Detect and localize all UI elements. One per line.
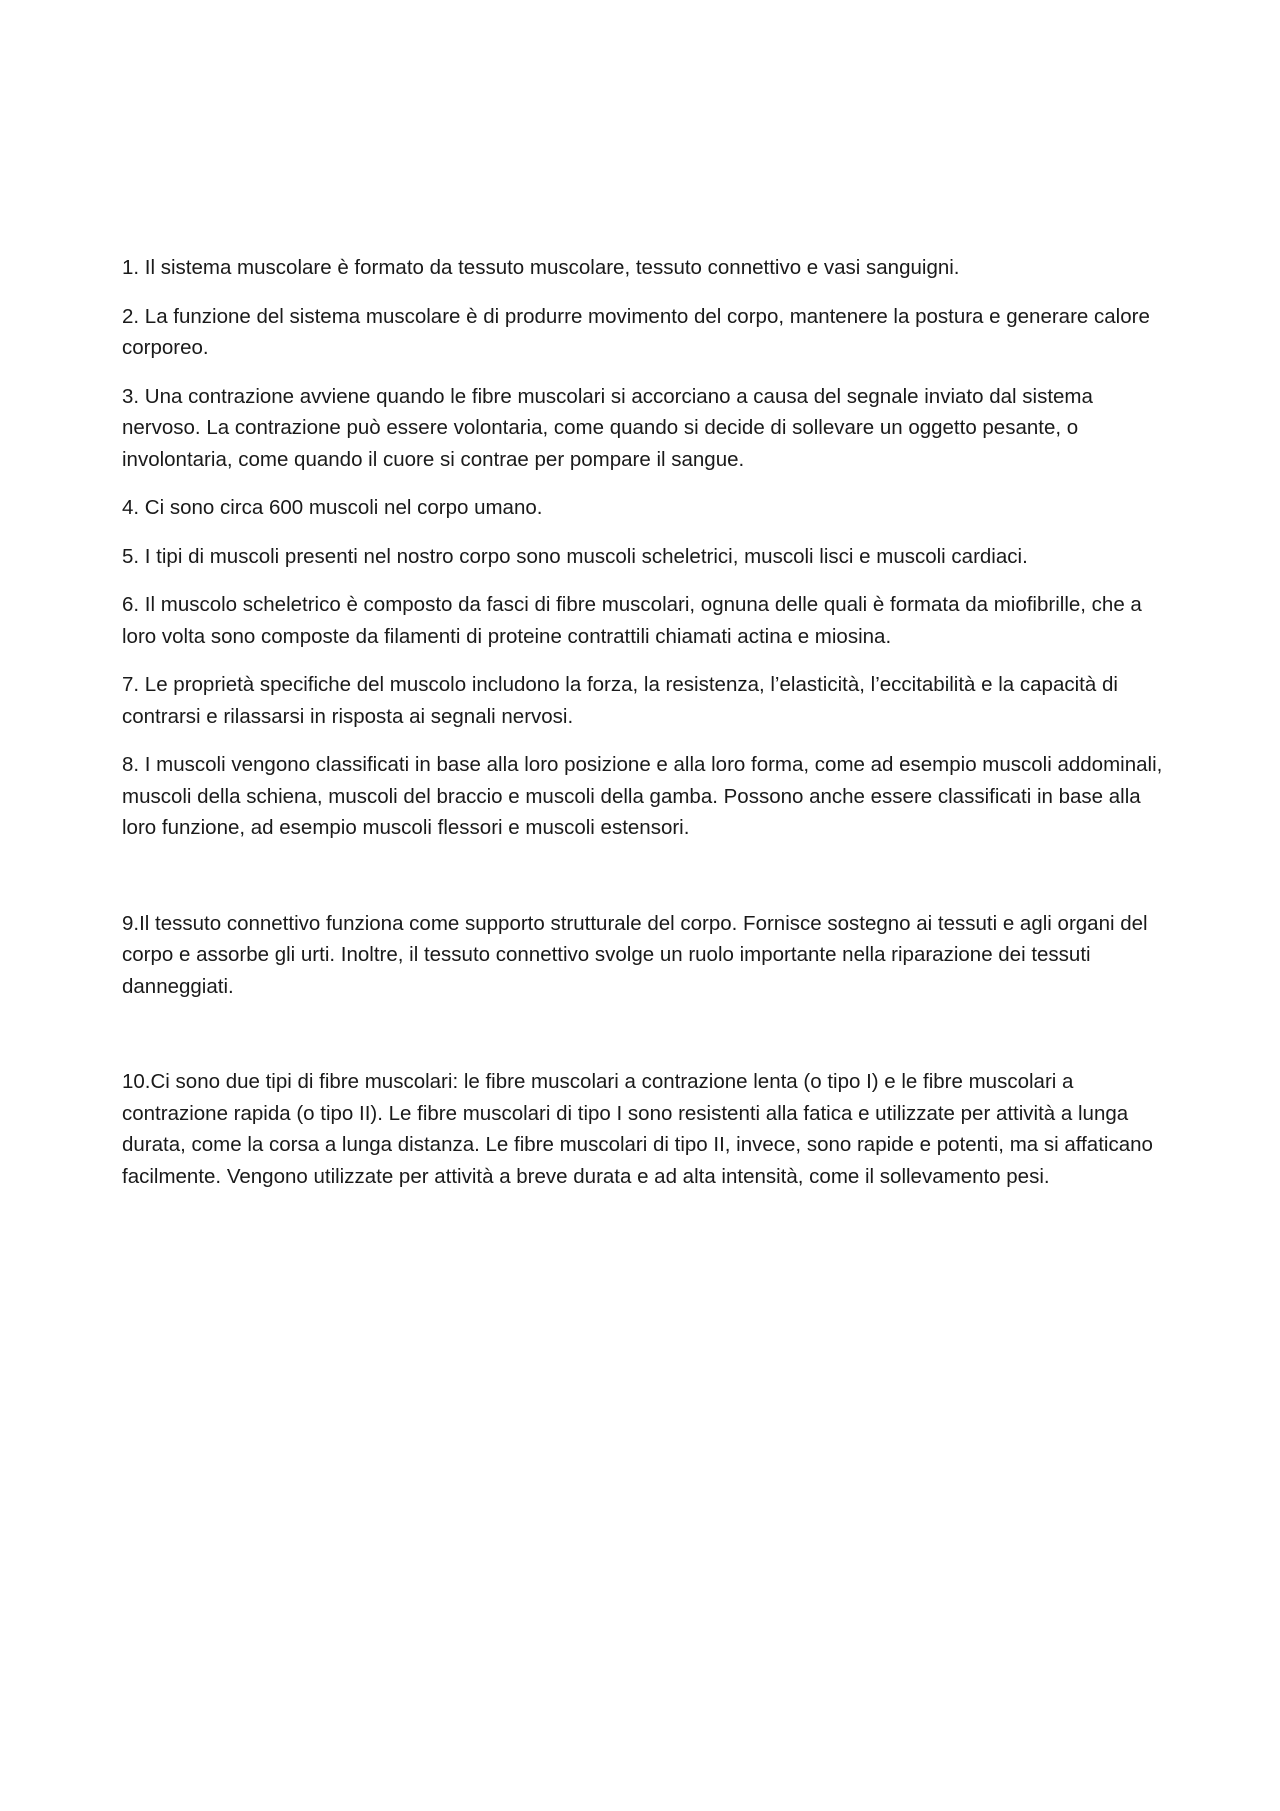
paragraph-7: 7. Le proprietà specifiche del muscolo includono la forza, la resistenza, l’elasticità, l’eccitabilità e la capacità di contrarsi e rilassarsi in risposta ai segnali nervosi. — [122, 673, 1118, 728]
paragraph-4: 4. Ci sono circa 600 muscoli nel corpo umano. — [122, 496, 543, 519]
paragraph-6: 6. Il muscolo scheletrico è composto da fasci di fibre muscolari, ognuna delle quali è formata da miofibrille, che a loro volta sono composte da filamenti di proteine contrattili chiamati actina e miosina. — [122, 593, 1142, 648]
document-body — [122, 252, 1167, 1209]
paragraph-8: 8. I muscoli vengono classificati in base alla loro posizione e alla loro forma, come ad esempio muscoli addominali, muscoli della schiena, muscoli del braccio e muscoli della gamba. Possono anche essere classificati in base alla loro funzione, ad esempio muscoli flessori e muscoli estensori. — [122, 753, 1163, 839]
paragraph-3: 3. Una contrazione avviene quando le fibre muscolari si accorciano a causa del segnale inviato dal sistema nervoso. La contrazione può essere volontaria, come quando si decide di sollevare un oggetto pesante, o involontaria, come quando il cuore si contrae per pompare il sangue. — [122, 384, 1093, 471]
paragraph-5: 5. I tipi di muscoli presenti nel nostro corpo sono muscoli scheletrici, muscoli lisci e muscoli cardiaci. — [122, 544, 1028, 568]
paragraph-9: 9.Il tessuto connettivo funziona come supporto strutturale del corpo. Fornisce sostegno ai tessuti e agli organi del corpo e assorbe gli urti. Inoltre, il tessuto connettivo svolge un ruolo importante nella riparazione dei tessuti danneggiati. — [122, 911, 1148, 998]
paragraph-2: 2. La funzione del sistema muscolare è di produrre movimento del corpo, mantenere la postura e generare calore corporeo. — [122, 304, 1150, 359]
paragraph-1: 1. Il sistema muscolare è formato da tessuto muscolare, tessuto connettivo e vasi sanguigni. — [122, 256, 960, 279]
paragraph-10: 10.Ci sono due tipi di fibre muscolari: le fibre muscolari a contrazione lenta (o tipo I) e le fibre muscolari a contrazione rapida (o tipo II). Le fibre muscolari di tipo I sono resistenti alla fatica e utilizzate per attività a lunga durata, come la corsa a lunga distanza. Le fibre muscolari di tipo II, invece, sono rapide e potenti, ma si affaticano facilmente. Vengono utilizzate per attività a breve durata e ad alta intensità, come il sollevamento pesi. — [122, 1070, 1153, 1188]
